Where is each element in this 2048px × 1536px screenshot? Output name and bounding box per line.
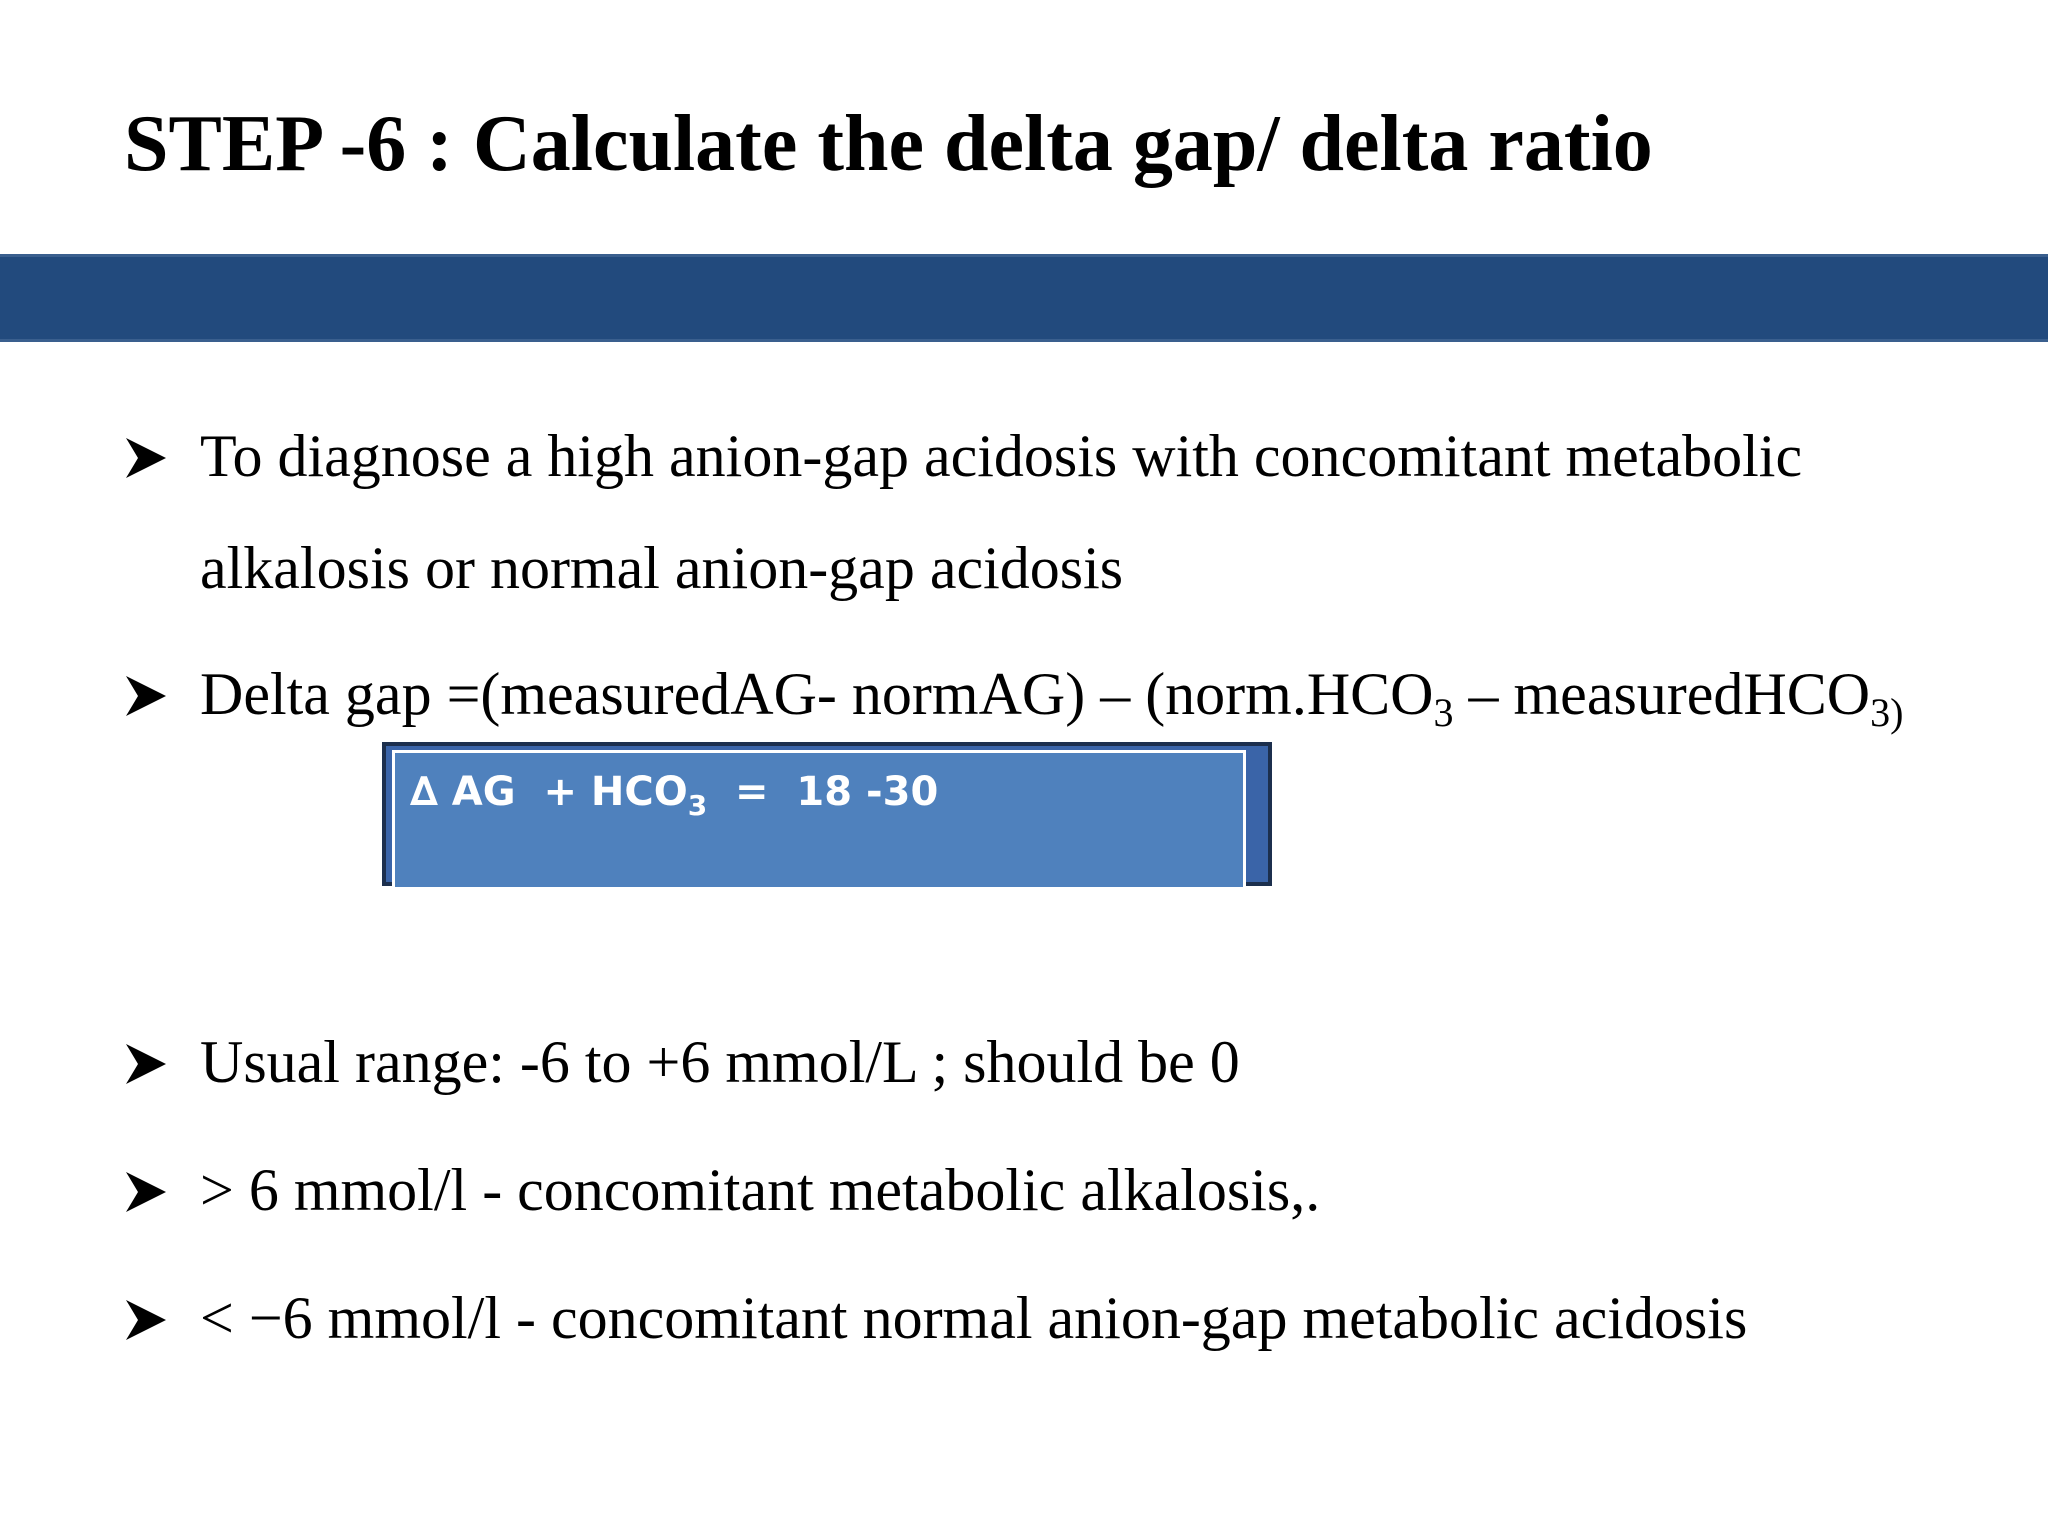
header-band xyxy=(0,254,2048,342)
bullet-metabolic-alkalosis-text: > 6 mmol/l - concomitant metabolic alkalosis,. xyxy=(200,1157,1321,1223)
arrowhead-bullet-icon xyxy=(124,674,168,718)
delta-gap-formula-text: Delta gap =(measuredAG- normAG) – ($norm.HCO_3$ – measuredHCO$_{3)}$ xyxy=(200,661,1904,735)
arrowhead-bullet-icon xyxy=(124,1042,168,1086)
slide-title: STEP -6 : Calculate the delta gap/ delta ratio xyxy=(124,100,1653,188)
bullet-diagnose-text: To diagnose a high anion-gap acidosis with concomitant metabolic xyxy=(200,423,1803,489)
bullet-usual-range-text: Usual range: -6 to +6 mmol/L ; should be 0 xyxy=(200,1029,1240,1095)
arrowhead-bullet-icon xyxy=(124,1170,168,1214)
arrowhead-bullet-icon xyxy=(124,436,168,480)
bullet-metabolic-acidosis-text: < −6 mmol/l - concomitant normal anion-gap metabolic acidosis xyxy=(200,1285,1748,1351)
formula-text: ∆ AG + $HCO_3 = 18$ -30 xyxy=(410,769,939,822)
arrowhead-bullet-icon xyxy=(124,1298,168,1342)
bullet-diagnose-continuation: alkalosis or normal anion-gap acidosis xyxy=(200,535,1124,601)
